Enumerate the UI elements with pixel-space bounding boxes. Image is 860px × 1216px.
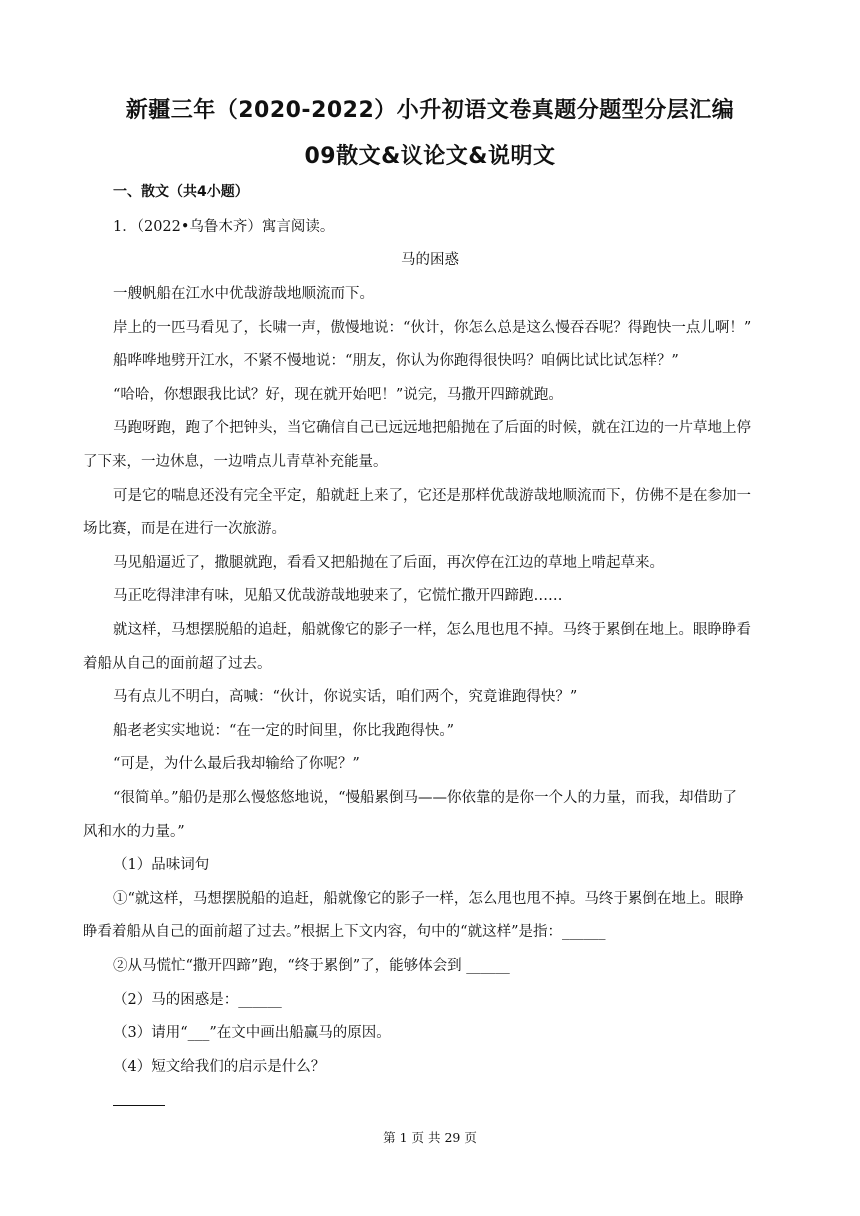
question-intro: 1．（2022•乌鲁木齐）寓言阅读。 — [113, 219, 335, 235]
paragraph-continuation: 风和水的力量。” — [83, 824, 185, 840]
document-title: 新疆三年（2020-2022）小升初语文卷真题分题型分层汇编 — [125, 98, 735, 123]
passage-title: 马的困惑 — [401, 252, 459, 268]
paragraph: 船哗哗地劈开江水，不紧不慢地说：“朋友，你认为你跑得很快吗？咱俩比试比试怎样？” — [113, 353, 679, 369]
paragraph: “哈哈，你想跟我比试？好，现在就开始吧！”说完，马撒开四蹄就跑。 — [113, 387, 563, 403]
paragraph: 马见船逼近了，撒腿就跑，看看又把船抛在了后面，再次停在江边的草地上啃起草来。 — [113, 555, 664, 571]
paragraph: 马跑呀跑，跑了个把钟头，当它确信自己已远远地把船抛在了后面的时候，就在江边的一片草地上停 — [113, 420, 751, 436]
paragraph-continuation: 着船从自己的面前超了过去。 — [83, 656, 272, 672]
answer-blank — [113, 1105, 165, 1106]
question-item: （1）品味词句 — [113, 857, 210, 873]
paragraph: “很简单。”船仍是那么慢悠悠地说，“慢船累倒马——你依靠的是你一个人的力量，而我，却借助了 — [113, 790, 737, 806]
paragraph: 船老老实实地说：“在一定的时间里，你比我跑得快。” — [113, 723, 455, 739]
question-item: （2）马的困惑是：______ — [113, 992, 282, 1008]
page-footer: 第 1 页 共 29 页 — [383, 1130, 477, 1145]
question-item: （3）请用“___”在文中画出船赢马的原因。 — [113, 1025, 391, 1041]
paragraph: 一艘帆船在江水中优哉游哉地顺流而下。 — [113, 286, 374, 302]
paragraph: “可是，为什么最后我却输给了你呢？” — [113, 756, 360, 772]
question-item-continuation: 睁看着船从自己的面前超了过去。”根据上下文内容，句中的“就这样”是指：______ — [83, 924, 606, 940]
document-subtitle: 09散文&议论文&说明文 — [304, 144, 556, 169]
paragraph-continuation: 了下来，一边休息，一边啃点儿青草补充能量。 — [83, 454, 388, 470]
paragraph: 马正吃得津津有味，见船又优哉游哉地驶来了，它慌忙撒开四蹄跑…… — [113, 588, 563, 604]
paragraph: 可是它的喘息还没有完全平定，船就赶上来了，它还是那样优哉游哉地顺流而下，仿佛不是在参加一 — [113, 488, 751, 504]
question-item: ②从马慌忙“撒开四蹄”跑，“终于累倒”了，能够体会到 ______ — [113, 958, 510, 974]
section-heading: 一、散文（共4小题） — [113, 184, 249, 200]
question-item: （4）短文给我们的启示是什么？ — [113, 1059, 326, 1075]
question-item: ①“就这样，马想摆脱船的追赶，船就像它的影子一样，怎么甩也甩不掉。马终于累倒在地上。眼睁 — [113, 891, 744, 907]
paragraph: 就这样，马想摆脱船的追赶，船就像它的影子一样，怎么甩也甩不掉。马终于累倒在地上。眼睁睁看 — [113, 622, 751, 638]
paragraph: 岸上的一匹马看见了，长啸一声，傲慢地说：“伙计，你怎么总是这么慢吞吞呢？得跑快一点儿啊！” — [113, 320, 752, 336]
paragraph-continuation: 场比赛，而是在进行一次旅游。 — [83, 521, 286, 537]
paragraph: 马有点儿不明白，高喊：“伙计，你说实话，咱们两个，究竟谁跑得快？” — [113, 689, 578, 705]
